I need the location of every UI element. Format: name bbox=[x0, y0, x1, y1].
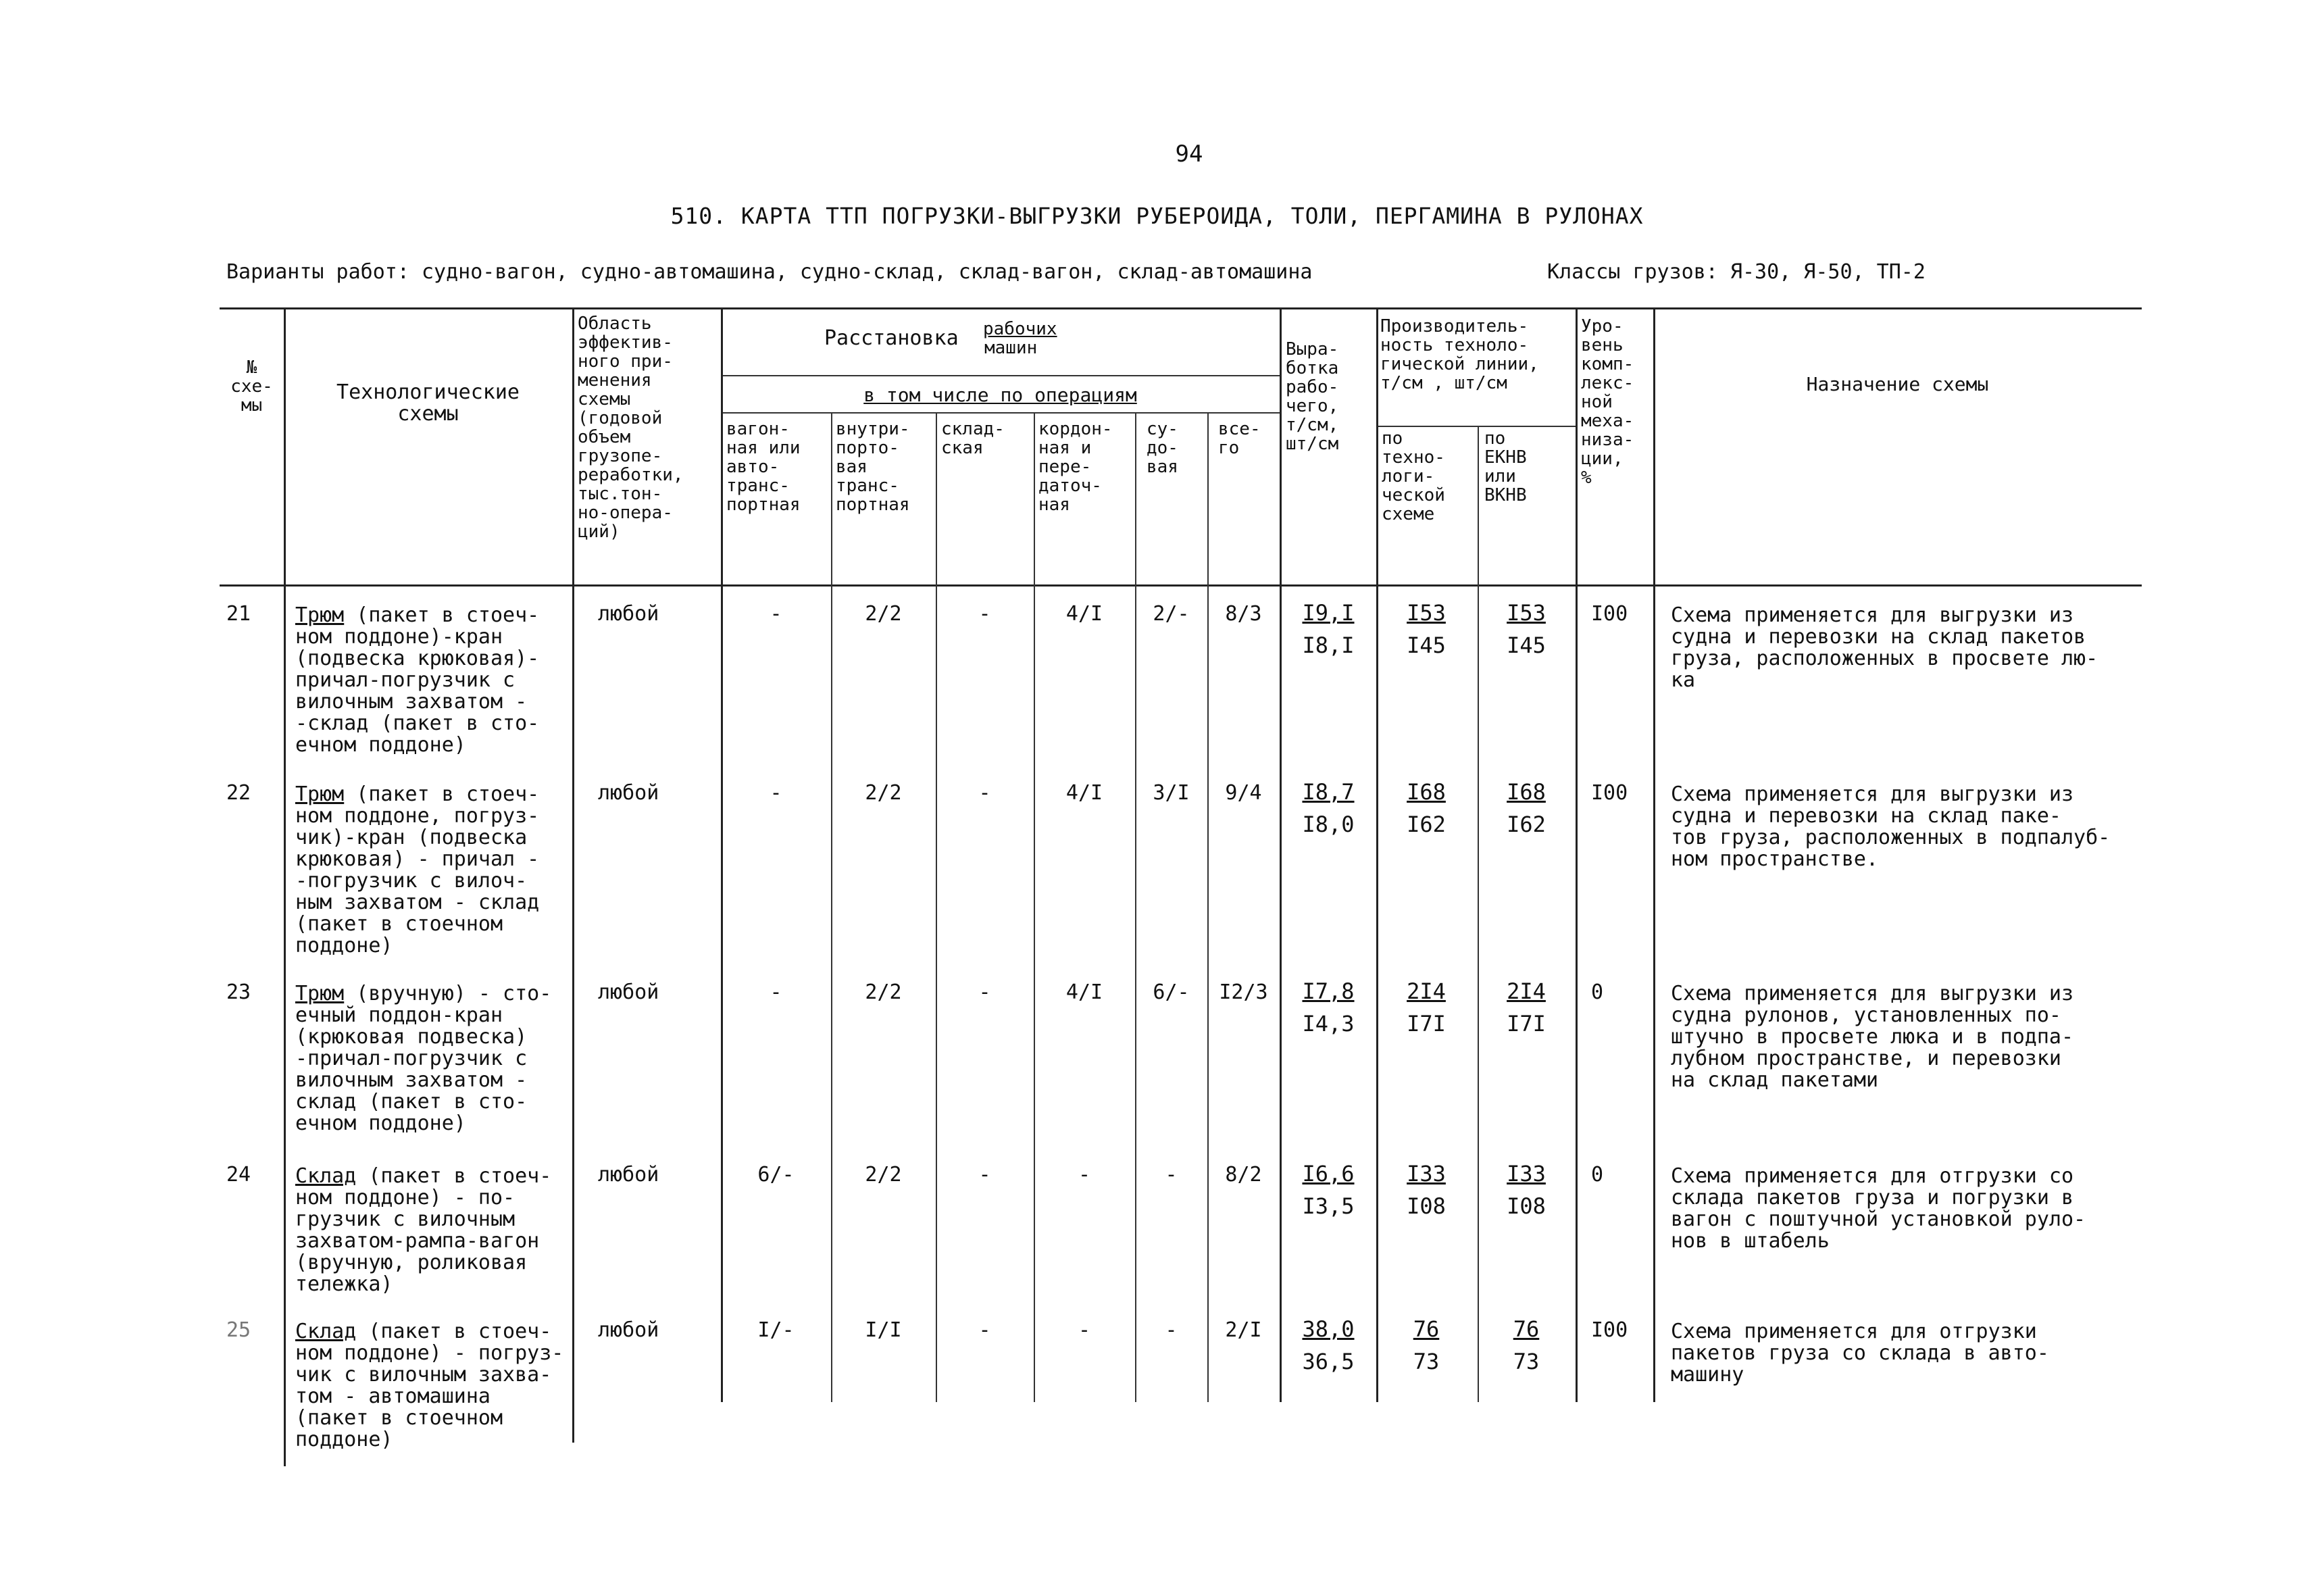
col-rule-6 bbox=[1034, 412, 1035, 1402]
header-bottom-rule bbox=[220, 584, 2142, 587]
output-top: I9,I bbox=[1302, 600, 1355, 626]
prod-eknv-bottom: 73 bbox=[1513, 1349, 1540, 1374]
scheme-text: (пакет в стоеч- ном поддоне, погруз- чик)-кран (подвеска крюковая) - причал - -погрузчик с вилоч- ным захватом - склад (пакет в стоечном поддоне) bbox=[295, 782, 540, 957]
row-op-total: 2/I bbox=[1225, 1318, 1262, 1342]
row-op-internal: 2/2 bbox=[865, 602, 902, 626]
col-rule-8 bbox=[1207, 412, 1209, 1402]
scheme-start: Склад bbox=[295, 1164, 357, 1188]
prod-eknv-top: I68 bbox=[1507, 779, 1546, 805]
row-mechanization: I00 bbox=[1591, 781, 1628, 805]
row-output bbox=[1281, 1157, 1376, 1222]
row-prod-eknv bbox=[1479, 1157, 1574, 1222]
prod-eknv-bottom: I62 bbox=[1507, 812, 1546, 837]
header-prod-tech: по техно- логи- ческой схеме bbox=[1382, 428, 1445, 524]
row-num: 21 bbox=[226, 602, 251, 626]
row-prod-eknv bbox=[1479, 776, 1574, 841]
row-area: любой bbox=[598, 781, 659, 805]
row-op-total: 8/3 bbox=[1225, 602, 1262, 626]
header-op-sklad: склад- ская bbox=[941, 419, 1005, 458]
output-bottom: I4,3 bbox=[1302, 1011, 1355, 1037]
header-op-total: все- го bbox=[1218, 419, 1261, 458]
row-num: 22 bbox=[226, 781, 251, 805]
row-output bbox=[1281, 975, 1376, 1040]
row-purpose: Схема применяется для отгрузки со склада пакетов груза и погрузки в вагон с поштучной установкой руло- нов в штабель bbox=[1671, 1164, 2086, 1253]
row-op-sklad: - bbox=[978, 980, 991, 1004]
row-op-total: 8/2 bbox=[1225, 1163, 1262, 1187]
table-top-rule bbox=[220, 307, 2142, 309]
row-prod-tech bbox=[1379, 1157, 1474, 1222]
cargo-classes: Классы грузов: Я-30, Я-50, ТП-2 bbox=[1547, 260, 1926, 284]
prod-eknv-top: 2I4 bbox=[1507, 978, 1546, 1004]
row-op-wagon: - bbox=[770, 980, 782, 1004]
header-op-internal: внутри- порто- вая транс- портная bbox=[836, 419, 910, 515]
prod-eknv-bottom: I45 bbox=[1507, 632, 1546, 658]
row-op-ship: 3/I bbox=[1153, 781, 1190, 805]
header-prod-eknv: по ЕКНВ или ВКНВ bbox=[1484, 428, 1527, 505]
scheme-start: Склад bbox=[295, 1320, 357, 1343]
header-placement: Расстановка bbox=[824, 326, 959, 350]
output-bottom: I8,0 bbox=[1302, 812, 1355, 837]
row-op-ship: - bbox=[1165, 1163, 1178, 1187]
prod-rule bbox=[1376, 426, 1576, 427]
header-op-ship: су- до- вая bbox=[1147, 419, 1178, 477]
output-top: I6,6 bbox=[1302, 1161, 1355, 1187]
row-purpose: Схема применяется для выгрузки из судна и перевозки на склад паке- тов груза, расположенных в подпалуб- ном пространстве. bbox=[1671, 782, 2111, 871]
row-output bbox=[1281, 597, 1376, 662]
row-op-sklad: - bbox=[978, 1318, 991, 1342]
col-rule-9 bbox=[1280, 307, 1282, 1402]
header-productivity: Производитель- ность техноло- гической линии, т/см , шт/см bbox=[1380, 316, 1539, 393]
prod-eknv-top: 76 bbox=[1513, 1316, 1540, 1342]
prod-tech-top: I68 bbox=[1407, 779, 1446, 805]
col-rule-2 bbox=[572, 307, 574, 1443]
col-rule-13 bbox=[1653, 307, 1655, 1402]
header-op-kordon: кордон- ная и пере- даточ- ная bbox=[1038, 419, 1113, 515]
scheme-text: (пакет в стоеч- ном поддоне)-кран (подвеска крюковая)- причал-погрузчик с вилочным захватом - -склад (пакет в сто- ечном поддоне) bbox=[295, 603, 540, 757]
header-tech-schemes: Технологические схемы bbox=[336, 380, 520, 426]
prod-tech-bottom: 73 bbox=[1413, 1349, 1440, 1374]
row-op-internal: 2/2 bbox=[865, 781, 902, 805]
row-scheme bbox=[295, 983, 551, 1134]
prod-eknv-top: I33 bbox=[1507, 1161, 1546, 1187]
row-mechanization: I00 bbox=[1591, 1318, 1628, 1342]
row-scheme bbox=[295, 784, 539, 957]
row-num: 23 bbox=[226, 980, 251, 1004]
row-prod-tech bbox=[1379, 776, 1474, 841]
row-op-internal: 2/2 bbox=[865, 1163, 902, 1187]
row-prod-tech bbox=[1379, 1313, 1474, 1378]
header-output: Выра- ботка рабо- чего, т/см, шт/см bbox=[1286, 339, 1339, 454]
header-mechanization: Уро- вень комп- лекс- ной меха- низа- ции, % bbox=[1581, 316, 1634, 488]
col-rule-5 bbox=[936, 412, 937, 1402]
row-op-total: I2/3 bbox=[1219, 980, 1268, 1004]
header-num: № схе- мы bbox=[230, 357, 273, 416]
prod-tech-top: I53 bbox=[1407, 600, 1446, 626]
row-op-ship: 2/- bbox=[1153, 602, 1190, 626]
header-area: Область эффектив- ного при- менения схемы (годовой объем грузопе- реработки, тыс.тон- но-опера- ций) bbox=[578, 314, 684, 542]
row-op-wagon: - bbox=[770, 781, 782, 805]
scheme-start: Трюм bbox=[295, 603, 345, 627]
row-prod-eknv bbox=[1479, 975, 1574, 1040]
row-op-kordon: 4/I bbox=[1065, 980, 1103, 1004]
prod-eknv-bottom: I08 bbox=[1507, 1193, 1546, 1219]
scheme-start: Трюм bbox=[295, 782, 345, 806]
scheme-text: (вручную) - сто- ечный поддон-кран (крюковая подвеска) -причал-погрузчик с вилочным захватом - склад (пакет в сто- ечном поддоне) bbox=[295, 982, 552, 1135]
output-top: I7,8 bbox=[1302, 978, 1355, 1004]
prod-tech-bottom: I08 bbox=[1407, 1193, 1446, 1219]
col-rule-10 bbox=[1376, 307, 1378, 1402]
row-op-sklad: - bbox=[978, 781, 991, 805]
row-op-ship: 6/- bbox=[1153, 980, 1190, 1004]
col-rule-3 bbox=[721, 307, 723, 1402]
row-mechanization: 0 bbox=[1591, 1163, 1604, 1187]
row-prod-eknv bbox=[1479, 597, 1574, 662]
row-op-kordon: - bbox=[1078, 1318, 1091, 1342]
row-purpose: Схема применяется для выгрузки из судна и перевозки на склад пакетов груза, расположенных в просвете лю- ка bbox=[1671, 603, 2098, 692]
prod-tech-top: 2I4 bbox=[1407, 978, 1446, 1004]
row-purpose: Схема применяется для отгрузки пакетов груза со склада в авто- машину bbox=[1671, 1320, 2049, 1387]
row-output bbox=[1281, 776, 1376, 841]
row-op-wagon: 6/- bbox=[757, 1163, 795, 1187]
work-variants: Варианты работ: судно-вагон, судно-автомашина, судно-склад, склад-вагон, склад-автомашина bbox=[226, 260, 1313, 284]
row-scheme bbox=[295, 1321, 563, 1451]
output-bottom: I8,I bbox=[1302, 632, 1355, 658]
row-mechanization: I00 bbox=[1591, 602, 1628, 626]
header-purpose: Назначение схемы bbox=[1806, 373, 1989, 395]
scheme-text: (пакет в стоеч- ном поддоне) - по- грузчик с вилочным захватом-рампа-вагон (вручную, роликовая тележка) bbox=[295, 1164, 552, 1296]
row-area: любой bbox=[598, 1318, 659, 1342]
col-rule-7 bbox=[1135, 412, 1136, 1402]
ttp-table bbox=[220, 307, 2142, 1466]
prod-tech-top: 76 bbox=[1413, 1316, 1440, 1342]
prod-tech-top: I33 bbox=[1407, 1161, 1446, 1187]
row-num: 24 bbox=[226, 1163, 251, 1187]
ops-rule bbox=[721, 412, 1280, 414]
prod-tech-bottom: I7I bbox=[1407, 1011, 1446, 1037]
page-title: 510. КАРТА ТТП ПОГРУЗКИ-ВЫГРУЗКИ РУБЕРОИДА, ТОЛИ, ПЕРГАМИНА В РУЛОНАХ bbox=[670, 203, 1644, 229]
placement-rule bbox=[721, 375, 1280, 376]
row-num: 25 bbox=[226, 1318, 251, 1342]
row-scheme bbox=[295, 605, 539, 756]
row-op-total: 9/4 bbox=[1225, 781, 1262, 805]
row-prod-tech bbox=[1379, 597, 1474, 662]
header-placement-workers: рабочих bbox=[983, 319, 1057, 339]
output-top: I8,7 bbox=[1302, 779, 1355, 805]
col-rule-11 bbox=[1478, 426, 1479, 1402]
col-rule-1 bbox=[284, 307, 286, 1466]
col-rule-4 bbox=[831, 412, 832, 1402]
row-op-sklad: - bbox=[978, 1163, 991, 1187]
row-op-internal: I/I bbox=[865, 1318, 902, 1342]
prod-tech-bottom: I62 bbox=[1407, 812, 1446, 837]
header-op-wagon: вагон- ная или авто- транс- портная bbox=[726, 419, 801, 515]
row-area: любой bbox=[598, 1163, 659, 1187]
output-bottom: I3,5 bbox=[1302, 1193, 1355, 1219]
row-output bbox=[1281, 1313, 1376, 1378]
row-op-sklad: - bbox=[978, 602, 991, 626]
prod-tech-bottom: I45 bbox=[1407, 632, 1446, 658]
row-op-kordon: - bbox=[1078, 1163, 1091, 1187]
scheme-text: (пакет в стоеч- ном поддоне) - погруз- чик с вилочным захва- том - автомашина (пакет в стоечном поддоне) bbox=[295, 1320, 564, 1451]
scheme-start: Трюм bbox=[295, 982, 345, 1005]
output-bottom: 36,5 bbox=[1302, 1349, 1355, 1374]
header-placement-machines: машин bbox=[984, 338, 1038, 358]
row-mechanization: 0 bbox=[1591, 980, 1604, 1004]
row-op-internal: 2/2 bbox=[865, 980, 902, 1004]
row-op-wagon: - bbox=[770, 602, 782, 626]
row-op-kordon: 4/I bbox=[1065, 602, 1103, 626]
page-number: 94 bbox=[1175, 141, 1203, 168]
header-incl-ops: в том числе по операциям bbox=[863, 384, 1137, 406]
row-prod-tech bbox=[1379, 975, 1474, 1040]
row-op-ship: - bbox=[1165, 1318, 1178, 1342]
row-scheme bbox=[295, 1166, 551, 1295]
col-rule-12 bbox=[1576, 307, 1578, 1402]
prod-eknv-bottom: I7I bbox=[1507, 1011, 1546, 1037]
output-top: 38,0 bbox=[1302, 1316, 1355, 1342]
row-area: любой bbox=[598, 980, 659, 1004]
row-prod-eknv bbox=[1479, 1313, 1574, 1378]
prod-eknv-top: I53 bbox=[1507, 600, 1546, 626]
row-op-kordon: 4/I bbox=[1065, 781, 1103, 805]
row-op-wagon: I/- bbox=[757, 1318, 795, 1342]
row-purpose: Схема применяется для выгрузки из судна рулонов, установленных по- штучно в просвете люка и в подпа- лубном пространстве, и перевозки на склад пакетами bbox=[1671, 982, 2074, 1092]
row-area: любой bbox=[598, 602, 659, 626]
